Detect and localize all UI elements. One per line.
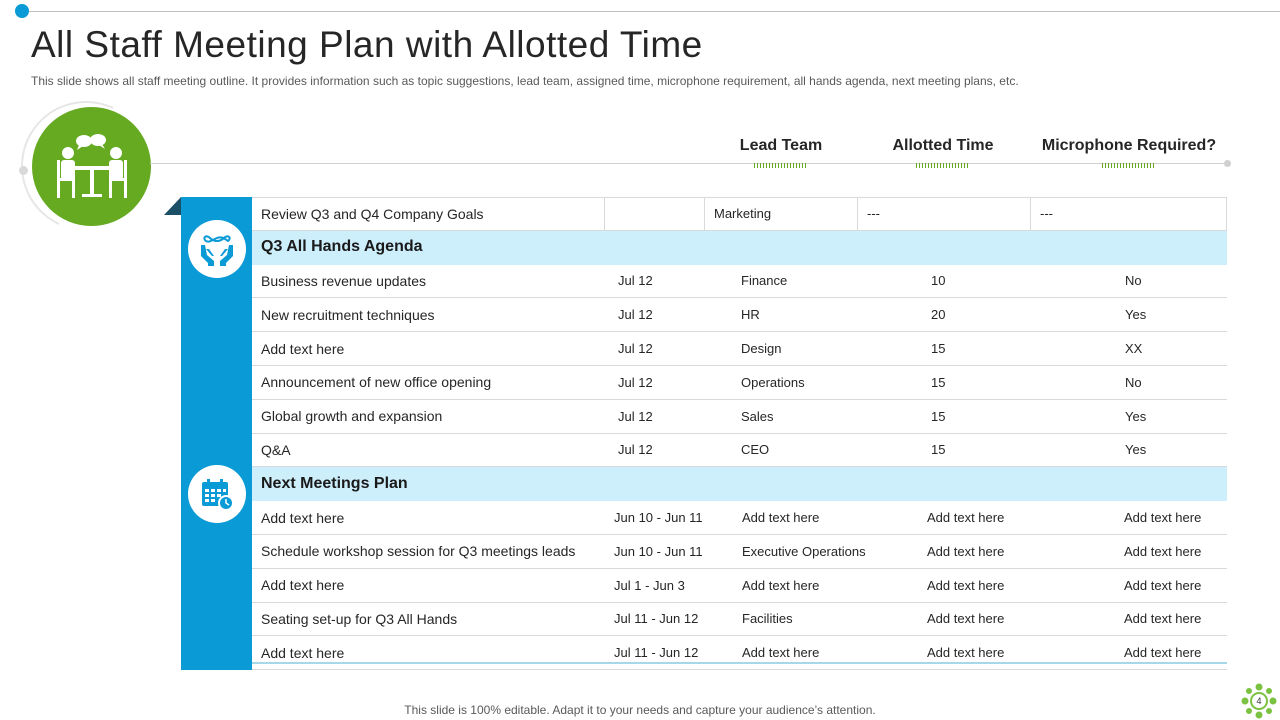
cell-time: 20 — [931, 307, 946, 323]
cell-lead: HR — [741, 307, 760, 323]
cell-date: Jul 12 — [618, 307, 653, 323]
cell-lead: Add text here — [742, 510, 820, 526]
cell-lead: Add text here — [742, 577, 820, 593]
table-row — [252, 332, 1227, 366]
cell-date: Jul 11 - Jun 12 — [614, 645, 699, 661]
cell-topic: Add text here — [261, 509, 345, 526]
section-header-agenda — [252, 231, 1227, 265]
cell-time: Add text here — [927, 611, 1005, 627]
cell-topic: New recruitment techniques — [261, 306, 435, 323]
cell-divider — [857, 198, 858, 230]
table-row — [252, 501, 1227, 535]
cell-lead: Executive Operations — [742, 543, 866, 559]
cell-time: --- — [867, 206, 880, 222]
cell-time: Add text here — [927, 543, 1005, 559]
cell-divider — [604, 198, 605, 230]
section-title: Q3 All Hands Agenda — [261, 238, 423, 256]
cell-topic: Add text here — [261, 577, 345, 594]
cell-topic: Review Q3 and Q4 Company Goals — [261, 205, 484, 222]
cell-topic: Seating set-up for Q3 All Hands — [261, 610, 458, 627]
cell-lead: Add text here — [742, 645, 820, 661]
column-header-underline — [916, 163, 970, 168]
footer-note: This slide is 100% editable. Adapt it to your needs and capture your audience’s attention. — [404, 703, 876, 717]
cell-topic: Announcement of new office opening — [261, 374, 492, 391]
cell-time: 15 — [931, 442, 946, 458]
sidebar-fold — [164, 197, 181, 215]
column-header-underline — [754, 163, 808, 168]
arc-dot — [19, 166, 28, 175]
page-subtitle: This slide shows all staff meeting outline. It provides information such as topic suggestions, lead team, assigned time, microphone requirement, all hands agenda, next meeting plans, etc. — [31, 74, 1019, 88]
table-row — [252, 636, 1227, 670]
column-header-allotted-time-label: Allotted Time — [892, 137, 994, 154]
calendar-clock-icon — [188, 465, 246, 523]
cell-mic: Yes — [1125, 408, 1147, 424]
cell-mic: Add text here — [1124, 645, 1202, 661]
table-row — [252, 535, 1227, 569]
cell-lead: Operations — [741, 374, 805, 390]
column-header-lead-team — [739, 137, 823, 168]
next-meetings-rows — [252, 501, 1227, 670]
cell-time: 15 — [931, 408, 946, 424]
top-rule — [22, 11, 1280, 12]
table-row — [252, 400, 1227, 434]
cell-topic: Add text here — [261, 340, 345, 357]
cell-time: Add text here — [927, 577, 1005, 593]
column-header-lead-team-label: Lead Team — [739, 137, 823, 154]
cell-lead: Sales — [741, 408, 774, 424]
cell-divider — [704, 198, 705, 230]
column-header-microphone — [1040, 137, 1218, 168]
table-row — [252, 298, 1227, 332]
cell-divider — [1030, 198, 1031, 230]
cell-topic: Add text here — [261, 644, 345, 661]
cell-time: 10 — [931, 273, 946, 289]
table-row — [252, 265, 1227, 299]
cell-topic: Global growth and expansion — [261, 408, 443, 425]
cell-mic: Add text here — [1124, 510, 1202, 526]
cell-mic: --- — [1040, 206, 1053, 222]
cell-lead: Marketing — [714, 206, 772, 222]
cell-lead: Finance — [741, 273, 788, 289]
column-header-underline — [1102, 163, 1156, 168]
cell-date: Jul 12 — [618, 341, 653, 357]
cell-lead: CEO — [741, 442, 770, 458]
cell-date: Jul 12 — [618, 408, 653, 424]
page-number: 4 — [1256, 696, 1262, 706]
meeting-plan-table — [252, 197, 1227, 670]
table-row — [252, 197, 1227, 231]
cell-lead: Facilities — [742, 611, 793, 627]
cell-mic: Add text here — [1124, 611, 1202, 627]
cell-topic: Business revenue updates — [261, 272, 426, 289]
section-title: Next Meetings Plan — [261, 474, 408, 492]
page-title: All Staff Meeting Plan with Allotted Time — [31, 24, 703, 65]
cell-time: Add text here — [927, 645, 1005, 661]
section-header-next-meetings — [252, 467, 1227, 501]
top-rule-dot — [15, 4, 29, 18]
cell-time: Add text here — [927, 510, 1005, 526]
cell-time: 15 — [931, 374, 946, 390]
table-bottom-rule — [252, 662, 1227, 664]
cell-date: Jul 11 - Jun 12 — [614, 611, 699, 627]
cell-mic: Add text here — [1124, 577, 1202, 593]
table-row — [252, 366, 1227, 400]
column-header-microphone-label: Microphone Required? — [1041, 137, 1217, 154]
cell-lead: Design — [741, 341, 782, 357]
table-row — [252, 603, 1227, 637]
column-header-allotted-time — [891, 137, 995, 168]
cell-date: Jul 1 - Jun 3 — [614, 577, 685, 593]
cell-mic: No — [1125, 273, 1142, 289]
table-row — [252, 434, 1227, 468]
cell-topic: Q&A — [261, 441, 291, 458]
cell-date: Jul 12 — [618, 273, 653, 289]
header-rule-dot — [1224, 160, 1231, 167]
hands-infinity-icon — [188, 220, 246, 278]
cell-mic: Yes — [1125, 442, 1147, 458]
cell-mic: No — [1125, 374, 1142, 390]
cell-date: Jun 10 - Jun 11 — [614, 510, 703, 526]
agenda-rows — [252, 265, 1227, 468]
cell-mic: Yes — [1125, 307, 1147, 323]
cell-mic: XX — [1125, 341, 1143, 357]
meeting-people-icon — [32, 107, 151, 226]
cell-mic: Add text here — [1124, 543, 1202, 559]
cell-time: 15 — [931, 341, 946, 357]
cell-topic: Schedule workshop session for Q3 meetings leads — [261, 543, 576, 560]
cell-date: Jun 10 - Jun 11 — [614, 543, 703, 559]
table-row — [252, 569, 1227, 603]
cell-date: Jul 12 — [618, 442, 653, 458]
cell-date: Jul 12 — [618, 374, 653, 390]
